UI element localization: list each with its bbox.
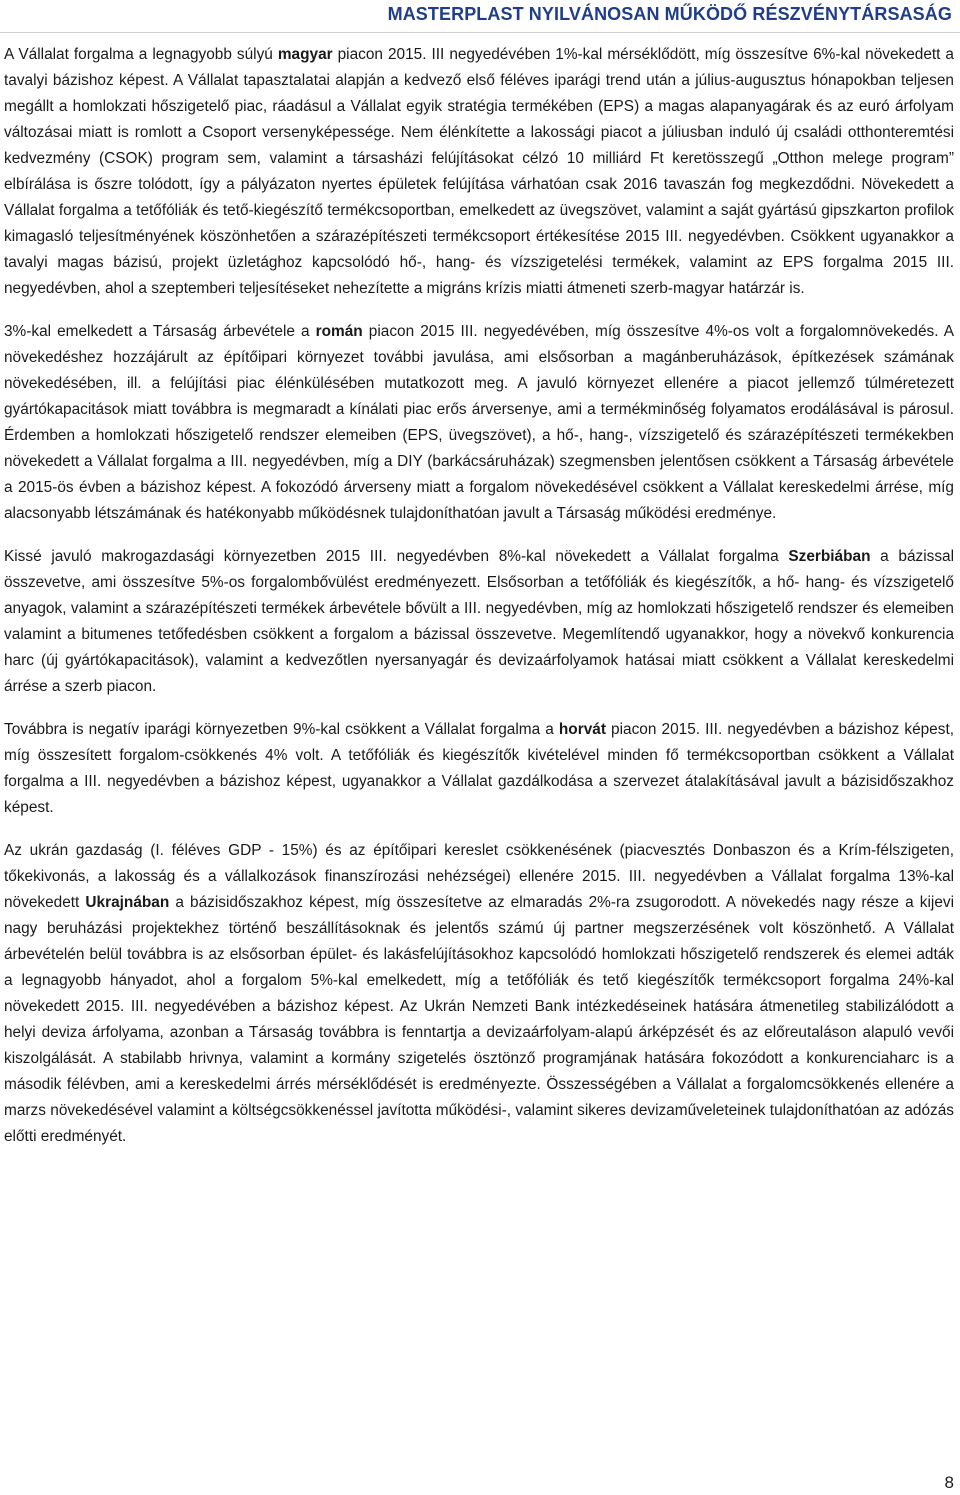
paragraph-ukrainian-market [4,838,954,1150]
paragraph-text: piacon 2015. III. negyedévben a bázishoz képest, míg összesített forgalom-csökkenés 4% volt. A tetőfóliák és kiegészítők kivételével minden fő termékcsoportban csökkent a Vállalat forgalma a III. negyedévben a bázishoz képest, ugyanakkor a Vállalat gazdálkodása a szervezet átalakításával javult a bázisidőszakhoz képest. [4,721,954,816]
paragraph-text: a bázisidőszakhoz képest, míg összesítetve az elmaradás 2%-ra zsugorodott. A növekedés nagy része a kijevi nagy beruházási projektekhez történő beszállításoknak és jelentős számú új partner megszerzésének volt köszönhető. A Vállalat árbevételén belül továbbra is az elsősorban épület- és lakásfelújításokhoz kapcsolódó homlokzati hőszigetelő rendszerek és elemei adták a legnagyobb hányadot, ahol a forgalom 5%-kal emelkedett, míg a tetőfóliák és tető kiegészítők termékcsoport forgalma 24%-kal növekedett 2015. III. negyedévében a bázishoz képest. Az Ukrán Nemzeti Bank intézkedéseinek hatására átmenetileg stabilizálódott a helyi deviza árfolyama, azonban a Társaság továbbra is fenntartja a devizaárfolyam-alapú árképzését és az előreutaláson alapuló vevői kiszolgálását. A stabilabb hrivnya, valamint a kormány szigetelés ösztönző programjának hatására fokozódott a konkurenciaharc is a második félévben, ami a kereskedelmi árrés mérséklődését is eredményezte. Összességében a Vállalat a forgalomcsökkenés ellenére a marzs növekedésével valamint a költségcsökkenéssel javította működési-, valamint sikeres devizaműveleteinek tulajdoníthatóan az adózás előtti eredményét. [4,894,954,1145]
paragraph-romanian-market [4,319,954,527]
paragraph-emphasis: Szerbiában [788,548,871,565]
paragraph-emphasis: magyar [277,46,333,63]
paragraph-text: a bázissal összevetve, ami összesítve 5%-os forgalombővülést eredményezett. Elsősorban a tetőfóliák és kiegészítők, a hő- hang- és vízszigetelő anyagok, valamint a szárazépítészeti termékek árbevétele bővült a III. negyedévben, míg az homlokzati hőszigetelő rendszer és elemeiben valamint a bitumenes tetőfedésben csökkent a forgalom a bázissal összevetve. Megemlítendő ugyanakkor, hogy a növekvő konkurencia harc (új gyártókapacitások), valamint a kedvezőtlen nyersanyagár és devizaárfolyamok hatásai miatt csökkent a Vállalat kereskedelmi árrése a szerb piacon. [4,548,954,695]
paragraph-hungarian-market [4,42,954,302]
page-number: 8 [944,1473,954,1492]
paragraph-emphasis: horvát [558,721,606,738]
paragraph-text: A Vállalat forgalma a legnagyobb súlyú [4,46,278,63]
paragraph-text: piacon 2015 III. negyedévében, míg összesítve 4%-os volt a forgalomnövekedés. A növekedéshez hozzájárult az építőipari környezet további javulása, ami elsősorban a magánberuházások, építkezések számának növekedésében, ill. a felújítási piac élénkülésében mutatkozott meg. A javuló környezet ellenére a piacot jellemző túlméretezett gyártókapacitások miatt továbbra is megmaradt a kínálati piac erős árversenye, ami a termékminőség folyamatos erodálásával is párosul. Érdemben a homlokzati hőszigetelő rendszer elemeiben (EPS, üvegszövet), a hő-, hang-, vízszigetelő és szárazépítészeti termékekben növekedett a Vállalat forgalma a III. negyedévben, míg a DIY (barkácsáruházak) szegmensben jelentősen csökkent a Társaság árbevétele a 2015-ös évben a bázishoz képest. A fokozódó árverseny miatt a forgalom növekedésével csökkent a Vállalat kereskedelmi árrése, míg alacsonyabb létszámának és hatékonyabb működésnek tulajdoníthatóan javult a Társaság működési eredménye. [4,323,954,522]
document-header-title: MASTERPLAST NYILVÁNOSAN MŰKÖDŐ RÉSZVÉNYTÁRSASÁG [387,4,952,24]
paragraph-text: Az ukrán gazdaság (I. féléves GDP - 15%) és az építőipari kereslet csökkenésének (piacvesztés Donbaszon és a Krím-félszigeten, tőkekivonás, a lakosság és a vállalkozások finanszírozási nehézségei) ellenére 2015. III. negyedévben a Vállalat forgalma 13%-kal növekedett [4,842,954,911]
paragraph-text: piacon 2015. III negyedévében 1%-kal mérséklődött, míg összesítve 6%-kal növekedett a tavalyi bázishoz képest. A Vállalat tapasztalatai alapján a kedvező első féléves iparági trend után a július-augusztus hónapokban teljesen megállt a homlokzati hőszigetelő piac, ráadásul a Vállalat egyik stratégia termékében (EPS) a magas alapanyagárak és az euró árfolyam változásai miatt is romlott a Csoport versenyképessége. Nem élénkítette a lakossági piacot a júliusban induló új családi otthonteremtési kedvezmény (CSOK) program sem, valamint a társasházi felújításokat célzó 10 milliárd Ft keretösszegű „Otthon melege program” elbírálása is őszre tolódott, így a pályázaton nyertes épületek felújítása várhatóan csak 2016 tavaszán fog megkezdődni. Növekedett a Vállalat forgalma a tetőfóliák és tető-kiegészítő termékcsoportban, emelkedett az üvegszövet, valamint a saját gyártású gipszkarton profilok kimagasló teljesítményének köszönhetően a szárazépítészeti termékcsoport értékesítése 2015 III. negyedévben. Csökkent ugyanakkor a tavalyi magas bázisú, projekt üzletághoz kapcsolódó hő-, hang- és vízszigetelési termékek, valamint az EPS forgalma 2015 III. negyedévben, ahol a szeptemberi teljesítéseket nehezítette a migráns krízis miatti átmeneti szerb-magyar határzár is. [4,46,954,297]
paragraph-text: Továbbra is negatív iparági környezetben 9%-kal csökkent a Vállalat forgalma a [4,721,559,738]
paragraph-text: 3%-kal emelkedett a Társaság árbevétele a [4,323,316,340]
paragraph-text: Kissé javuló makrogazdasági környezetben 2015 III. negyedévben 8%-kal növekedett a Vállalat forgalma [4,548,789,565]
paragraph-emphasis: Ukrajnában [85,894,170,911]
paragraph-emphasis: román [315,323,363,340]
paragraph-croatian-market [4,717,954,821]
paragraph-serbian-market [4,544,954,700]
header-divider [0,32,960,33]
document-body [4,42,954,1167]
